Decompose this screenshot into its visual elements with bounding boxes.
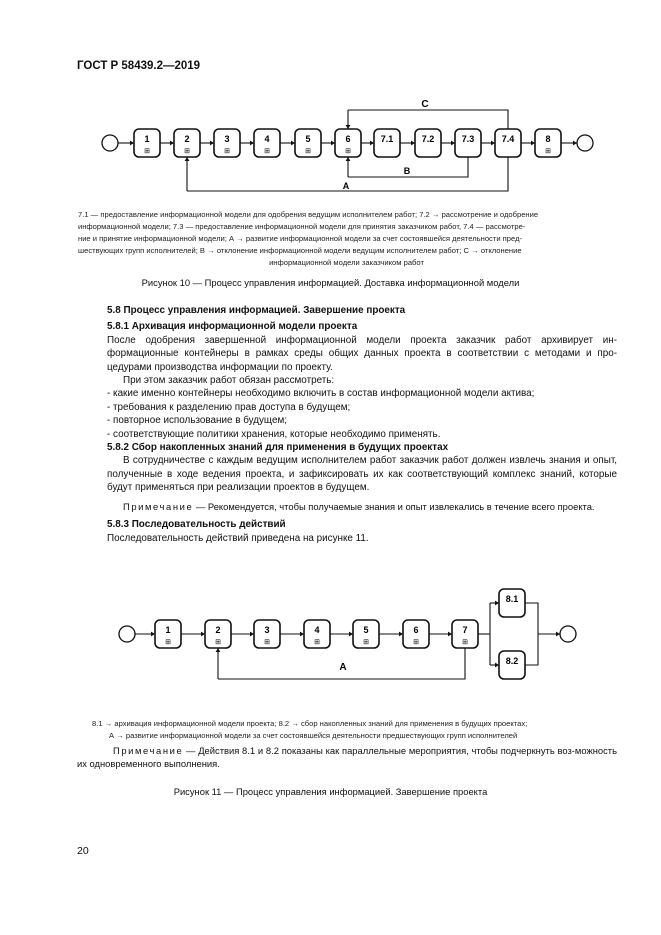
process-box bbox=[155, 620, 181, 648]
box-label: 4 bbox=[314, 625, 320, 635]
box-label: 2 bbox=[184, 134, 190, 144]
box-label: 5 bbox=[363, 625, 369, 635]
box-label: 8.2 bbox=[505, 656, 519, 666]
figure10-caption: Рисунок 10 — Процесс управления информацией. Доставка информационной модели bbox=[141, 277, 520, 288]
figure11-legend bbox=[78, 718, 615, 742]
grid-icon: ⊞ bbox=[363, 639, 369, 646]
box-label: 7.4 bbox=[501, 134, 515, 144]
figure10-diagram bbox=[0, 90, 661, 200]
note-text: — Действия 8.1 и 8.2 показаны как параллельные мероприятия, чтобы подчеркнуть воз-можность их одновременного выполнения. bbox=[77, 745, 617, 770]
process-box bbox=[455, 129, 481, 157]
legend-line: информационной модели; 7.3 — предоставление информационной модели для принятия заказчиком работ, 7.4 — рассмотре- bbox=[78, 222, 526, 231]
start-event bbox=[102, 135, 118, 151]
subsection-heading: 5.8.3 Последовательность действий bbox=[107, 519, 286, 531]
process-box bbox=[295, 129, 321, 157]
process-box bbox=[535, 129, 561, 157]
grid-icon: ⊞ bbox=[305, 148, 311, 155]
section-5-8 bbox=[107, 304, 617, 545]
legend-line: 7.1 — предоставление информационной модели для одобрения ведущим исполнителем работ; 7.2 → рассмотрение и одобрение bbox=[78, 210, 539, 219]
process-box bbox=[374, 129, 400, 157]
process-box bbox=[335, 129, 361, 157]
box-label: 3 bbox=[264, 625, 270, 635]
paragraph: При этом заказчик работ обязан рассмотреть: bbox=[123, 375, 335, 387]
box-label: 6 bbox=[413, 625, 419, 635]
grid-icon: ⊞ bbox=[165, 639, 171, 646]
loop-label-c: C bbox=[421, 99, 429, 110]
box-label: 2 bbox=[215, 625, 221, 635]
grid-icon: ⊞ bbox=[545, 148, 551, 155]
paragraph: В сотрудничестве с каждым ведущим исполнителем работ заказчик работ должен извлечь знания и опыт, полученные в ходе ведения проекта, и зафиксировать их как соответствующий комплекс знаний, которые будут применяться при реализации проектов в будущем. bbox=[107, 455, 617, 494]
process-box bbox=[174, 129, 200, 157]
process-box bbox=[403, 620, 429, 648]
grid-icon: ⊞ bbox=[224, 148, 230, 155]
grid-icon: ⊞ bbox=[413, 639, 419, 646]
box-label: 6 bbox=[345, 134, 351, 144]
loop-label-a: A bbox=[339, 662, 347, 673]
figure11-caption: Рисунок 11 — Процесс управления информацией. Завершение проекта bbox=[173, 786, 488, 797]
page-number: 20 bbox=[77, 845, 89, 857]
process-box bbox=[254, 620, 280, 648]
loop-label-b: B bbox=[403, 166, 411, 176]
parallel-box bbox=[499, 589, 525, 617]
subsection-heading: 5.8.2 Сбор накопленных знаний для применения в будущих проектах bbox=[107, 442, 449, 454]
legend-line: шествующих групп исполнителей; В → отклонение информационной модели ведущим исполнителем работ; С → отклонение bbox=[78, 246, 522, 255]
note bbox=[107, 500, 617, 513]
end-event bbox=[560, 626, 576, 642]
grid-icon: ⊞ bbox=[264, 148, 270, 155]
end-event bbox=[577, 135, 593, 151]
process-box bbox=[304, 620, 330, 648]
figure11-diagram bbox=[0, 575, 661, 690]
box-label: 8.1 bbox=[505, 594, 519, 604]
note-label: Примечание bbox=[113, 745, 184, 756]
note-paragraph bbox=[77, 744, 617, 771]
box-label: 1 bbox=[165, 625, 171, 635]
loop-label-a: A bbox=[342, 181, 350, 191]
note-text: — Рекомендуется, чтобы получаемые знания и опыт извлекались в течение всего проекта. bbox=[195, 500, 595, 512]
process-box bbox=[495, 129, 521, 157]
box-label: 7.3 bbox=[461, 134, 475, 144]
bullet-item: - повторное использование в будущем; bbox=[107, 415, 287, 427]
grid-icon: ⊞ bbox=[462, 639, 468, 646]
box-label: 1 bbox=[144, 134, 150, 144]
parallel-box bbox=[499, 651, 525, 679]
note-label: Примечание bbox=[123, 500, 194, 512]
grid-icon: ⊞ bbox=[215, 639, 221, 646]
grid-icon: ⊞ bbox=[184, 148, 190, 155]
process-box bbox=[254, 129, 280, 157]
box-label: 7 bbox=[462, 625, 468, 635]
subsection-heading: 5.8.1 Архивация информационной модели проекта bbox=[107, 321, 358, 333]
box-label: 3 bbox=[224, 134, 230, 144]
box-label: 5 bbox=[305, 134, 311, 144]
bullet-item: - соответствующие политики хранения, которые необходимо применять. bbox=[107, 428, 441, 440]
start-event bbox=[119, 626, 135, 642]
grid-icon: ⊞ bbox=[345, 148, 351, 155]
figure11-note bbox=[77, 744, 617, 771]
legend-line: 8.1 → архивация информационной модели проекта; 8.2 → сбор накопленных знаний для применения в будущих проектах; bbox=[92, 719, 528, 728]
section-heading: 5.8 Процесс управления информацией. Завершение проекта bbox=[107, 305, 406, 316]
paragraph: Последовательность действий приведена на рисунке 11. bbox=[107, 532, 369, 544]
bullet-item: - какие именно контейнеры необходимо включить в состав информационной модели актива; bbox=[107, 388, 535, 400]
process-box bbox=[134, 129, 160, 157]
grid-icon: ⊞ bbox=[264, 639, 270, 646]
paragraph: После одобрения завершенной информационной модели проекта заказчик работ архивирует ин-формационные контейнеры в рамках среды общих данных проекта в соответствии с методами и про-цедурами производства информации по проекту. bbox=[107, 334, 617, 373]
box-label: 7.1 bbox=[380, 134, 394, 144]
bullet-item: - требования к разделению прав доступа в будущем; bbox=[107, 401, 351, 413]
process-box bbox=[205, 620, 231, 648]
legend-line: информационной модели заказчиком работ bbox=[269, 258, 424, 267]
process-box bbox=[353, 620, 379, 648]
grid-icon: ⊞ bbox=[314, 639, 320, 646]
box-label: 7.2 bbox=[421, 134, 435, 144]
process-box bbox=[214, 129, 240, 157]
box-label: 8 bbox=[545, 134, 551, 144]
figure10-legend bbox=[78, 209, 615, 269]
grid-icon: ⊞ bbox=[144, 148, 150, 155]
legend-line: А → развитие информационной модели за счет состоявшейся деятельности предшествующих групп исполнителей bbox=[109, 731, 518, 740]
process-box bbox=[452, 620, 478, 648]
legend-line: ние и принятие информационной модели; А → развитие информационной модели за счет состоявшейся деятельности пред- bbox=[78, 234, 523, 243]
document-header: ГОСТ Р 58439.2—2019 bbox=[77, 60, 201, 72]
process-box bbox=[415, 129, 441, 157]
box-label: 4 bbox=[264, 134, 270, 144]
